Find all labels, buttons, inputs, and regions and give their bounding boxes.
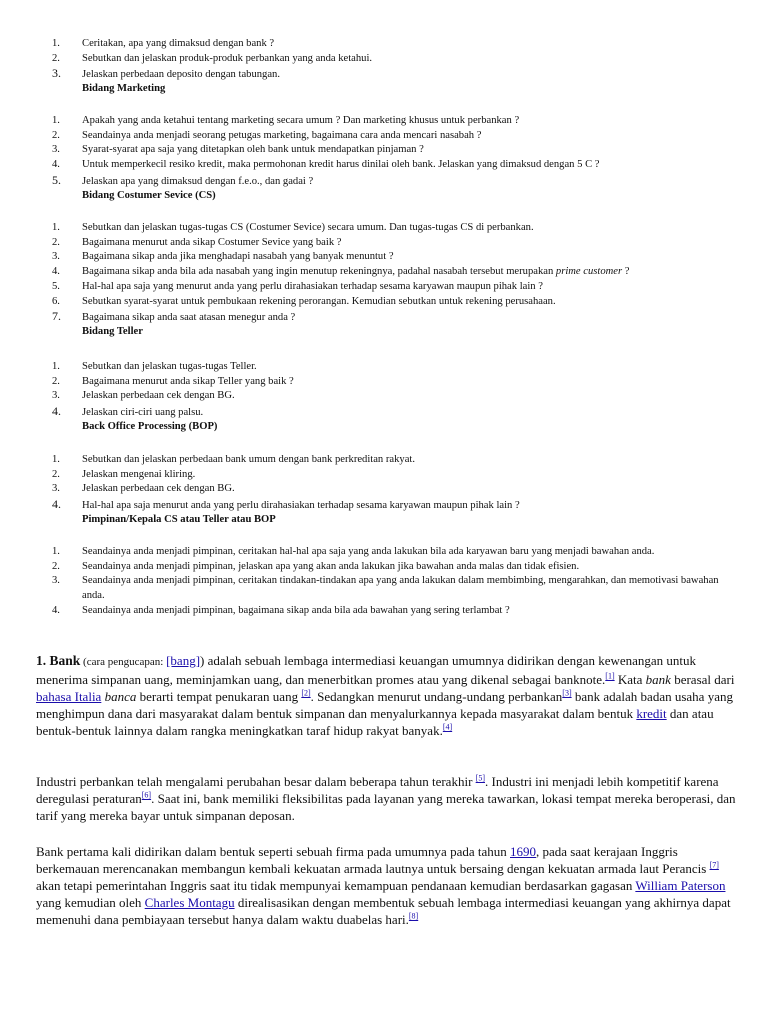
list-item: 3. Jelaskan perbedaan cek dengan BG. [52,390,235,402]
list-item: 2. Bagaimana menurut anda sikap Teller yang baik ? [52,375,294,387]
article-paragraph-2: Industri perbankan telah mengalami perubahan besar dalam beberapa tahun terakhir [5]. Industri ini menjadi lebih kompetitif karena deregulasi peraturan[6]. Saat ini, bank memiliki fleksibilitas pada layanan yang mereka tawarkan, lokasi tempat mereka beroperasi, dan tarif yang mereka bayar untuk simpanan deposan. [36,773,736,823]
list-item: 7. Bagaimana sikap anda saat atasan menegur anda ? [52,309,296,324]
list-item: 2. Seandainya anda menjadi seorang petugas marketing, bagaimana cara anda mencari nasabah ? [52,129,482,141]
list-item: 4. Seandainya anda menjadi pimpinan, bagaimana sikap anda bila ada bawahan yang sering terlambat ? [52,604,510,616]
kredit-link[interactable]: kredit [636,706,667,721]
marketing-questions [0,114,768,203]
list-item: 3. Seandainya anda menjadi pimpinan, ceritakan tindakan-tindakan apa yang anda lakukan dalam membimbing, mengarahkan, dan memotivasi bawahan anda. [52,575,719,602]
list-item: 2. Bagaimana menurut anda sikap Costumer Sevice yang baik ? [52,236,342,248]
list-item: 1. Sebutkan dan jelaskan tugas-tugas Teller. [52,361,257,372]
list-item: 3. Jelaskan perbedaan deposito dengan tabungan. [52,66,280,81]
list-item: 2. Jelaskan mengenai kliring. [52,468,196,480]
ref-link-4[interactable]: [4] [442,722,453,732]
section-heading-bop: Back Office Processing (BOP) [82,421,218,433]
list-item: 1. Apakah yang anda ketahui tentang marketing secara umum ? Dan marketing khusus untuk perbankan ? [52,115,520,126]
list-item: 5. Hal-hal apa saja yang menurut anda yang perlu dirahasiakan terhadap sesama karyawan maupun pihak lain ? [52,280,543,292]
list-item: 1. Seandainya anda menjadi pimpinan, ceritakan hal-hal apa saja yang anda lakukan bila ada karyawan baru yang menjadi bawahan anda. [52,546,655,557]
list-item: 1. Ceritakan, apa yang dimaksud dengan bank ? [52,38,275,49]
list-item: 1. Sebutkan dan jelaskan perbedaan bank umum dengan bank perkreditan rakyat. [52,454,415,465]
bop-questions [0,453,768,527]
article-title: 1. Bank [36,653,81,668]
article-paragraph-1: 1. Bank (cara pengucapan: [bang]) adalah sebuah lembaga intermediasi keuangan umumnya didirikan dengan kewenangan untuk menerima simpanan uang, meminjamkan uang, dan menerbitkan promes atau yang dikenal sebagai banknote.[1] Kata bank berasal dari bahasa Italia banca berarti tempat penukaran uang [2]. Sedangkan menurut undang-undang perbankan[3] bank adalah badan usaha yang menghimpun dana dari masyarakat dalam bentuk simpanan dan menyalurkannya kepada masyarakat dalam bentuk kredit dan atau bentuk-bentuk lainnya dalam rangka meningkatkan taraf hidup rakyat banyak.[4] [36,653,735,738]
list-item: 3. Bagaimana sikap anda jika menghadapi nasabah yang banyak menuntut ? [52,251,394,263]
william-paterson-link[interactable]: William Paterson [635,878,726,893]
article-paragraph-3: Bank pertama kali didirikan dalam bentuk seperti sebuah firma pada umumnya pada tahun 1690, pada saat kerajaan Inggris berkemauan merencanakan membangun kembali kekuatan armada lautnya untuk bersaing dengan kekuatan armada laut Perancis [7] akan tetapi pemerintahan Inggris saat itu tidak mempunyai kemampuan pendanaan kemudian berdasarkan gagasan William Paterson yang kemudian oleh Charles Montagu direalisasikan dengan membentuk sebuah lembaga intermediasi keuangan yang akhirnya dapat memenuhi dana pembiayaan tersebut hanya dalam waktu duabelas hari.[8] [36,844,731,927]
ref-link-2[interactable]: [2] [301,688,311,698]
list-item: 1. Sebutkan dan jelaskan tugas-tugas CS (Costumer Sevice) secara umum. Dan tugas-tugas CS di perbankan. [52,222,534,233]
charles-montagu-link[interactable]: Charles Montagu [144,895,235,910]
section-heading-teller: Bidang Teller [82,326,143,338]
list-item: 4. Jelaskan ciri-ciri uang palsu. [52,404,204,419]
ref-link-8[interactable]: [8] [408,911,419,921]
section-heading-marketing: Bidang Marketing [82,83,166,95]
section-heading-pimpinan: Pimpinan/Kepala CS atau Teller atau BOP [82,514,276,526]
list-item: 6. Sebutkan syarat-syarat untuk pembukaan rekening perorangan. Kemudian sebutkan untuk rekening perusahaan. [52,295,556,307]
ref-link-6[interactable]: [6] [141,790,152,800]
pimpinan-questions [0,545,768,619]
ref-link-3[interactable]: [3] [562,688,572,698]
cs-questions [0,221,768,339]
list-item: 3. Jelaskan perbedaan cek dengan BG. [52,483,235,495]
list-item: 2. Seandainya anda menjadi pimpinan, jelaskan apa yang akan anda lakukan jika bawahan anda malas dan tidak efisien. [52,560,580,572]
bahasa-italia-link[interactable]: bahasa Italia [36,689,102,704]
year-1690-link[interactable]: 1690 [510,844,536,859]
ref-link-1[interactable]: [1] [605,671,615,681]
section-heading-cs: Bidang Costumer Sevice (CS) [82,189,216,201]
list-item: 4. Hal-hal apa saja menurut anda yang perlu dirahasiakan terhadap sesama karyawan maupun pihak lain ? [52,497,520,512]
pronunciation-link[interactable]: [bang] [166,653,201,668]
list-item: 4. Untuk memperkecil resiko kredit, maka permohonan kredit harus dinilai oleh bank. Jelaskan yang dimaksud dengan 5 C ? [52,159,600,171]
ref-link-5[interactable]: [5] [475,773,485,783]
teller-questions [0,360,768,434]
list-item: 2. Sebutkan dan jelaskan produk-produk perbankan yang anda ketahui. [52,52,373,64]
general-questions [0,37,768,96]
ref-link-7[interactable]: [7] [709,860,719,870]
list-item: 5. Jelaskan apa yang dimaksud dengan f.e.o., dan gadai ? [52,172,314,187]
list-item: 3. Syarat-syarat apa saja yang ditetapkan oleh bank untuk mendapatkan pinjaman ? [52,144,424,156]
list-item: 4. Bagaimana sikap anda bila ada nasabah yang ingin menutup rekeningnya, padahal nasabah tersebut merupakan prime customer ? [52,266,630,278]
